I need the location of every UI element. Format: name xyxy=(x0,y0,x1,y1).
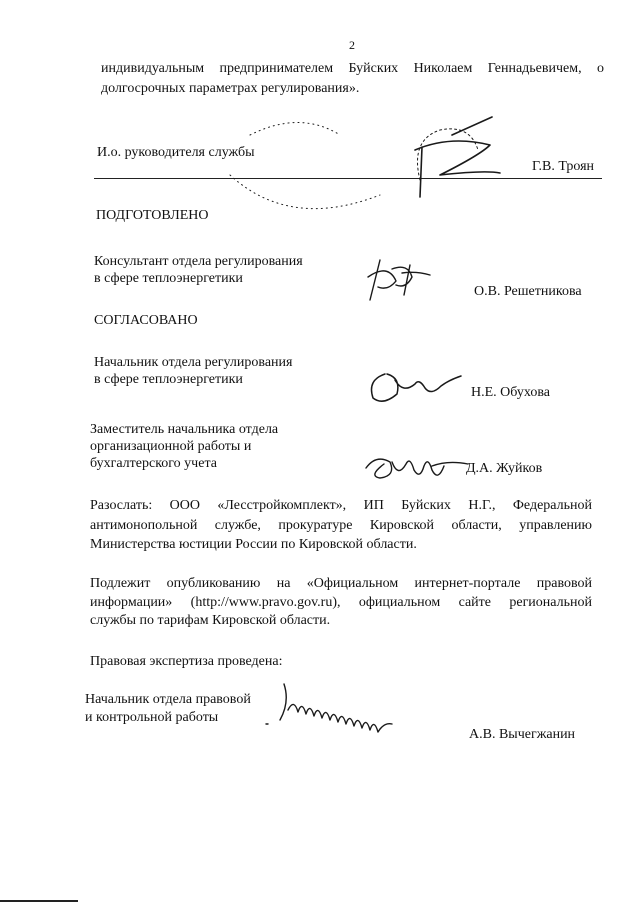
signer-2-position-line-3: бухгалтерского учета xyxy=(90,456,217,471)
signer-2-position-line-1: Заместитель начальника отдела xyxy=(90,422,279,437)
prepared-signature xyxy=(362,255,442,305)
intro-line-1: индивидуальным предпринимателем Буйских Николаем Геннадьевичем, о xyxy=(101,61,604,76)
distribution-line-1: Разослать: ООО «Лесстройкомплект», ИП Буйских Н.Г., Федеральной xyxy=(90,498,592,513)
head-position: И.о. руководителя службы xyxy=(97,145,255,160)
head-signature-stamp xyxy=(190,105,520,225)
publication-line-3: службы по тарифам Кировской области. xyxy=(90,613,331,628)
legal-name: А.В. Вычегжанин xyxy=(469,727,576,742)
legal-signature xyxy=(262,680,422,730)
distribution-line-3: Министерства юстиции России по Кировской области. xyxy=(90,537,417,552)
agreed-heading: СОГЛАСОВАНО xyxy=(94,313,198,328)
signer-1-position-line-1: Начальник отдела регулирования xyxy=(94,355,293,370)
distribution-line-2: антимонопольной службе, прокуратуре Кировской области, управлению xyxy=(90,518,592,533)
signer-1-signature xyxy=(365,362,465,407)
legal-review-text: Правовая экспертиза проведена: xyxy=(90,654,283,669)
publication-line-2: информации» (http://www.pravo.gov.ru), официальном сайте региональной xyxy=(90,595,592,610)
prepared-name: О.В. Решетникова xyxy=(474,284,582,299)
signer-1-position-line-2: в сфере теплоэнергетики xyxy=(94,372,243,387)
prepared-position-line-1: Консультант отдела регулирования xyxy=(94,254,303,269)
legal-position-line-2: и контрольной работы xyxy=(85,710,219,725)
signer-2-position-line-2: организационной работы и xyxy=(90,439,252,454)
intro-line-2: долгосрочных параметрах регулирования». xyxy=(101,81,360,96)
legal-position-line-1: Начальник отдела правовой xyxy=(85,692,251,707)
signer-2-name: Д.А. Жуйков xyxy=(466,461,543,476)
page-number: 2 xyxy=(349,38,355,52)
prepared-heading: ПОДГОТОВЛЕНО xyxy=(96,208,209,223)
signer-1-name: Н.Е. Обухова xyxy=(471,385,550,400)
signer-2-signature xyxy=(362,448,472,486)
prepared-position-line-2: в сфере теплоэнергетики xyxy=(94,271,243,286)
scan-edge-mark xyxy=(0,900,78,902)
publication-line-1: Подлежит опубликованию на «Официальном интернет-портале правовой xyxy=(90,576,592,591)
head-name: Г.В. Троян xyxy=(532,159,595,174)
